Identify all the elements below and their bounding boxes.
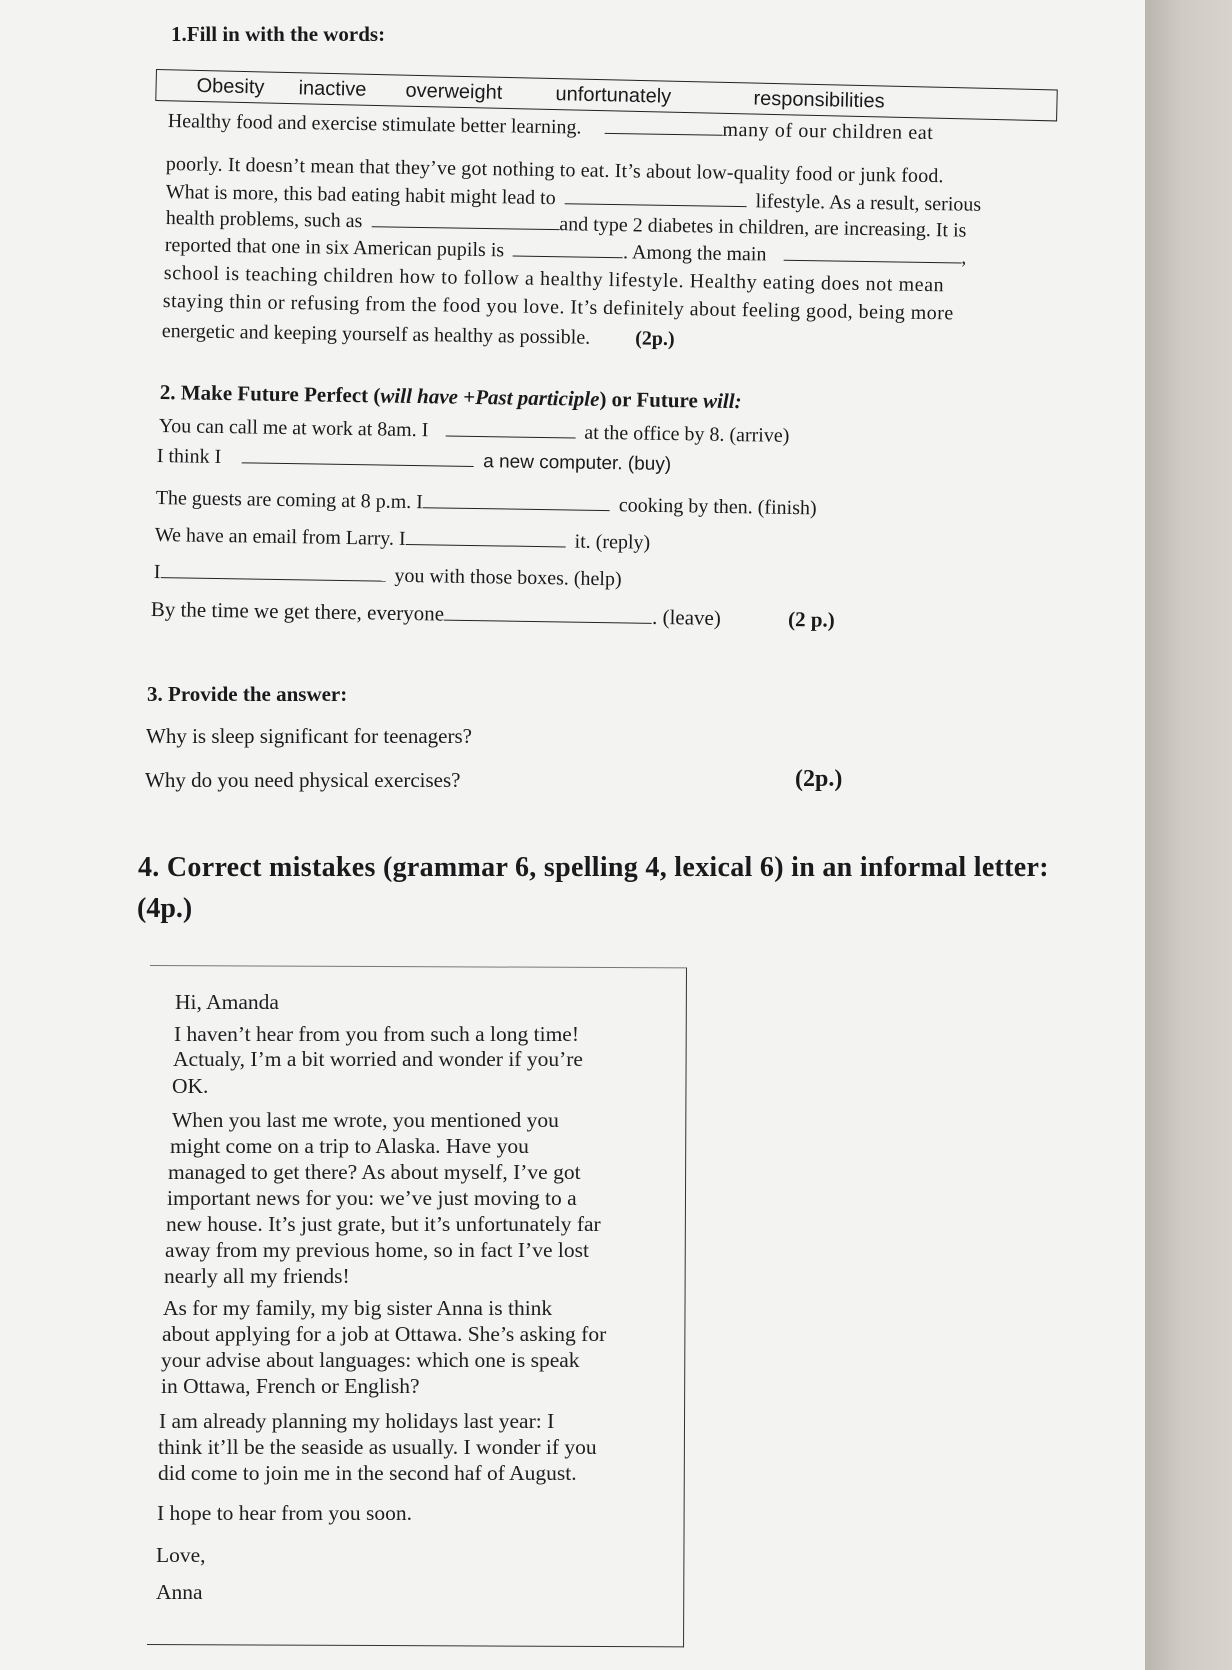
answer-blank[interactable]: [604, 115, 722, 136]
letter-line: new house. It’s just grate, but it’s unfortunately far: [166, 1212, 601, 1236]
table-background: [1145, 0, 1232, 1670]
task1-line: staying thin or refusing from the food you love. It’s definitely about feeling good, being more: [162, 290, 954, 325]
letter-line: away from my previous home, so in fact I’ve lost: [165, 1238, 589, 1262]
task2-item: I you with those boxes. (help): [153, 560, 622, 591]
task2-item: By the time we get there, everyone . (leave) (2 p.): [150, 597, 835, 632]
letter-signature: Anna: [156, 1580, 203, 1604]
task1-points: (2p.): [634, 327, 675, 351]
task1-line: health problems, such as and type 2 diabetes in children, are increasing. It is: [165, 206, 967, 242]
task1-line: reported that one in six American pupils is . Among the main ,: [164, 233, 967, 269]
task2-item: You can call me at work at 8am. I at the office by 8. (arrive): [158, 414, 790, 447]
word-bank-word: unfortunately: [555, 83, 672, 108]
letter-line: might come on a trip to Alaska. Have you: [170, 1134, 529, 1158]
answer-blank[interactable]: [423, 489, 610, 511]
letter-line: managed to get there? As about myself, I’ve got: [168, 1160, 581, 1184]
letter-line: I haven’t hear from you from such a long time!: [174, 1022, 579, 1046]
task1-line: energetic and keeping yourself as healthy as possible. (2p.): [161, 320, 675, 351]
answer-blank[interactable]: [242, 444, 474, 467]
answer-blank[interactable]: [406, 526, 566, 548]
task2-item: The guests are coming at 8 p.m. I cooking by then. (finish): [155, 486, 817, 520]
answer-blank[interactable]: [371, 208, 559, 230]
task1-line: What is more, this bad eating habit might lead to lifestyle. As a result, serious: [165, 180, 982, 216]
word-bank-word: Obesity: [196, 74, 265, 99]
task1-line: Healthy food and exercise stimulate better learning. many of our children eat: [167, 109, 934, 145]
letter-line: As for my family, my big sister Anna is think: [163, 1296, 553, 1320]
letter-line: I hope to hear from you soon.: [157, 1501, 412, 1525]
task4-points: (4p.): [137, 893, 193, 924]
word-bank-word: responsibilities: [753, 87, 885, 113]
task4-title: 4. Correct mistakes (grammar 6, spelling 4, lexical 6) in an informal letter:: [138, 852, 1049, 883]
word-bank-word: inactive: [298, 77, 367, 101]
answer-blank[interactable]: [445, 418, 575, 439]
letter-line: nearly all my friends!: [164, 1264, 350, 1288]
task3-question: Why do you need physical exercises?: [145, 768, 461, 792]
answer-blank[interactable]: [513, 237, 623, 258]
letter-closing: Love,: [156, 1543, 206, 1567]
letter-line: about applying for a job at Ottawa. She’s asking for: [162, 1322, 607, 1346]
task3-title: 3. Provide the answer:: [147, 682, 348, 706]
letter-greeting: Hi, Amanda: [175, 990, 279, 1014]
letter-line: Actualy, I’m a bit worried and wonder if you’re: [173, 1047, 583, 1071]
letter-line: in Ottawa, French or English?: [161, 1374, 420, 1398]
task2-item: I think I a new computer. (buy): [156, 444, 672, 476]
task3-points: (2p.): [795, 766, 843, 792]
letter-line: did come to join me in the second haf of August.: [158, 1461, 577, 1485]
letter-line: OK.: [172, 1074, 209, 1098]
task1-title: 1.Fill in with the words:: [171, 22, 386, 46]
letter-line: important news for you: we’ve just moving to a: [167, 1186, 577, 1210]
answer-blank[interactable]: [783, 242, 961, 264]
task2-points: (2 p.): [787, 607, 835, 632]
task1-line: school is teaching children how to follow a healthy lifestyle. Healthy eating does not mean: [163, 262, 945, 297]
letter-line: When you last me wrote, you mentioned you: [172, 1108, 559, 1132]
word-bank-word: overweight: [405, 79, 503, 104]
letter-line: think it’ll be the seaside as usually. I wonder if you: [158, 1435, 597, 1459]
answer-blank[interactable]: [565, 185, 747, 207]
letter-line: your advise about languages: which one is speak: [161, 1348, 580, 1372]
task3-question: Why is sleep significant for teenagers?: [146, 724, 472, 748]
task1-line: poorly. It doesn’t mean that they’ve got nothing to eat. It’s about low-quality food or junk food.: [165, 153, 944, 188]
task2-item: We have an email from Larry. I it. (reply): [154, 523, 651, 554]
answer-blank[interactable]: [444, 602, 652, 624]
task2-title: 2. Make Future Perfect (will have +Past participle) or Future will:: [159, 380, 742, 414]
answer-blank[interactable]: [160, 559, 385, 582]
letter-line: I am already planning my holidays last year: I: [159, 1409, 555, 1433]
